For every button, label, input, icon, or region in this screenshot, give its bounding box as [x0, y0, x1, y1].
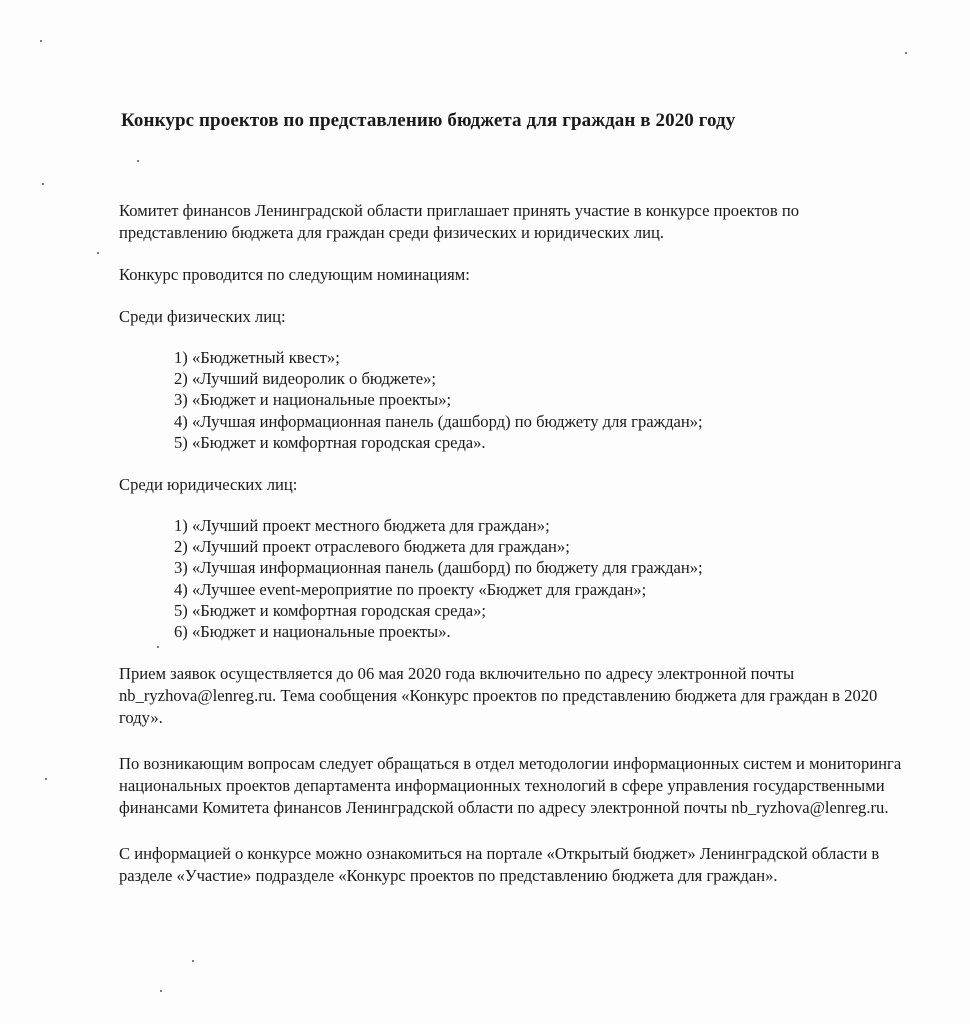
- application-paragraph: Прием заявок осуществляется до 06 мая 2020 года включительно по адресу электронной почты nb_ryzhova@lenreg.ru. Тема сообщения «Конкурс проектов по представлению бюджета для граждан в 2020 году».: [119, 664, 878, 728]
- list-item: 4) «Лучшая информационная панель (дашборд) по бюджету для граждан»;: [174, 411, 703, 431]
- legal-entities-heading: Среди юридических лиц:: [119, 475, 298, 495]
- list-item: 4) «Лучшее event-мероприятие по проекту «Бюджет для граждан»;: [174, 579, 647, 599]
- info-paragraph: С информацией о конкурсе можно ознакомиться на портале «Открытый бюджет» Ленинградской области в разделе «Участие» подразделе «Конкурс проектов по представлению бюджета для граждан».: [119, 844, 880, 886]
- nominations-intro: Конкурс проводится по следующим номинациям:: [119, 265, 470, 284]
- list-item: 2) «Лучший видеоролик о бюджете»;: [174, 369, 437, 389]
- list-item: 1) «Лучший проект местного бюджета для граждан»;: [174, 516, 550, 536]
- scan-speck: [905, 52, 907, 54]
- list-item: 5) «Бюджет и комфортная городская среда».: [174, 432, 486, 452]
- legal-entities-list: [119, 515, 909, 642]
- scan-speck: [45, 778, 47, 780]
- scan-speck: [137, 160, 139, 162]
- scan-speck: [160, 990, 162, 992]
- individuals-list: [119, 347, 909, 453]
- list-item: 3) «Бюджет и национальные проекты»;: [174, 390, 452, 410]
- list-item: 1) «Бюджетный квест»;: [174, 348, 340, 367]
- scan-speck: [192, 960, 194, 962]
- questions-paragraph: По возникающим вопросам следует обращаться в отдел методологии информационных систем и мониторинга национальных проектов департамента информационных технологий в сфере управления государственными финансами Комитета финансов Ленинградской области по адресу электронной почты nb_ryzhova@lenreg.ru.: [119, 754, 902, 818]
- scan-speck: [40, 40, 42, 42]
- scan-speck: [97, 252, 99, 254]
- intro-paragraph: Комитет финансов Ленинградской области приглашает принять участие в конкурсе проектов по представлению бюджета для граждан среди физических и юридических лиц.: [119, 201, 799, 242]
- list-item: 6) «Бюджет и национальные проекты».: [174, 622, 451, 642]
- list-item: 2) «Лучший проект отраслевого бюджета для граждан»;: [174, 537, 570, 557]
- list-item: 3) «Лучшая информационная панель (дашборд) по бюджету для граждан»;: [174, 558, 703, 578]
- document-title: Конкурс проектов по представлению бюджета для граждан в 2020 году: [121, 110, 736, 131]
- document-body: [119, 200, 909, 887]
- individuals-heading: Среди физических лиц:: [119, 307, 286, 326]
- scan-speck: [157, 646, 159, 648]
- list-item: 5) «Бюджет и комфортная городская среда»;: [174, 600, 487, 620]
- scan-speck: [42, 183, 44, 185]
